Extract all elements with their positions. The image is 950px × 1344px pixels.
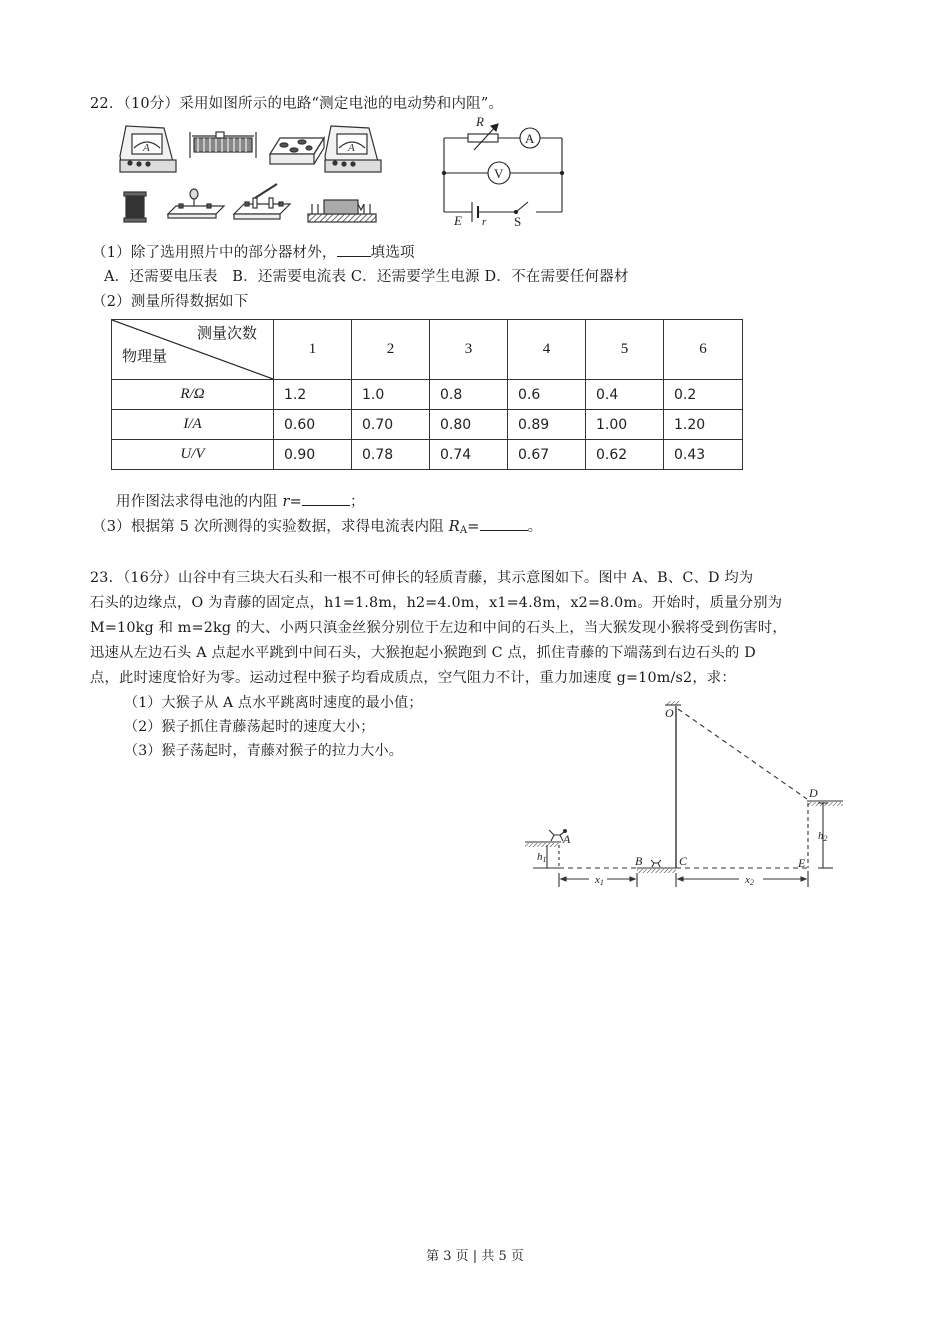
answer-blank-r[interactable] [302, 491, 350, 506]
svg-text:A: A [348, 142, 355, 154]
answer-blank-1[interactable] [337, 242, 371, 257]
label-x1: x1 [595, 874, 604, 887]
table-cell: 0.8 [430, 380, 508, 410]
switch-symbol [516, 202, 528, 212]
label-A: A [525, 131, 535, 146]
equipment-illustration [112, 118, 397, 226]
q22-part1-options: A．还需要电压表 B．还需要电流表 C．还需要学生电源 D．不在需要任何器材 [104, 269, 629, 285]
table-row [112, 380, 743, 410]
label-x2: x2 [745, 874, 754, 887]
q23-text-line: 迅速从左边石头 A 点起水平跳到中间石头，大猴抱起小猴跑到 C 点，抓住青藤的下端荡到右边石头的 D [90, 645, 756, 661]
q23-text-line: M=10kg 和 m=2kg 的大、小两只滇金丝猴分别位于左边和中间的石头上，当大猴发现小猴将受到伤害时， [90, 620, 787, 636]
table-cell: 0.2 [664, 380, 743, 410]
table-cell: 0.89 [508, 410, 586, 440]
table-cell: 0.74 [430, 440, 508, 470]
table-cell: 0.67 [508, 440, 586, 470]
ammeter-icon [325, 126, 381, 172]
table-cell: 0.6 [508, 380, 586, 410]
row-header: U/V [112, 440, 274, 470]
corner-top-label: 测量次数 [196, 324, 257, 342]
table-cell: 0.80 [430, 410, 508, 440]
label-D: D [809, 786, 818, 800]
label-E: E [454, 213, 462, 227]
table-row [112, 440, 743, 470]
label-O: O [665, 706, 674, 720]
label-h2: h2 [818, 830, 828, 843]
q23-text-line: 23．（16分）山谷中有三块大石头和一根不可伸长的轻质青藤，其示意图如下。图中 A、B、C、D 均为 [90, 570, 754, 586]
label-V: V [494, 166, 504, 181]
knife-switch-icon [234, 184, 290, 219]
slide-rheostat-icon [308, 200, 376, 222]
column-header: 6 [664, 320, 743, 380]
q23-text-line: 点，此时速度恰好为零。运动过程中猴子均看成质点，空气阻力不计，重力加速度 g=10m/s2，求： [90, 670, 736, 686]
q23-question-3: （3）猴子荡起时，青藤对猴子的拉力大小。 [124, 743, 403, 759]
table-cell: 1.20 [664, 410, 743, 440]
rheostat-icon [190, 132, 256, 158]
label-S: S [514, 214, 522, 227]
table-cell: 0.62 [586, 440, 664, 470]
label-E: E [798, 856, 806, 870]
corner-bottom-label: 物理量 [122, 347, 168, 365]
label-h1: h1 [537, 851, 547, 864]
vine-swing-path [678, 709, 807, 799]
table-cell: 0.60 [274, 410, 352, 440]
equipment-photos [112, 118, 397, 226]
q22-part2-followup: 用作图法求得电池的内阻 r= ； [116, 491, 365, 512]
q23-question-1: （1）大猴子从 A 点水平跳离时速度的最小值； [124, 695, 423, 711]
q22-part2-prompt: （2）测量所得数据如下 [92, 294, 249, 310]
label-A: A [563, 832, 571, 846]
q22-part3-prompt: （3）根据第 5 次所测得的实验数据，求得电流表内阻 $R_A=$ 。 [92, 516, 542, 541]
ammeter-icon [120, 126, 176, 172]
table-cell: 0.4 [586, 380, 664, 410]
table-cell: 1.0 [352, 380, 430, 410]
column-header: 4 [508, 320, 586, 380]
table-cell: 0.43 [664, 440, 743, 470]
label-R: R [476, 114, 484, 129]
svg-text:A: A [143, 142, 150, 154]
coil-icon [124, 192, 146, 222]
label-C: C [679, 854, 688, 868]
circuit-diagram [436, 112, 571, 227]
column-header: 3 [430, 320, 508, 380]
lamp-socket-icon [168, 189, 224, 218]
small-monkey-icon [651, 860, 661, 867]
q22-title: 22．（10分）采用如图所示的电路“测定电池的电动势和内阻”。 [90, 96, 504, 112]
table-cell: 0.78 [352, 440, 430, 470]
label-r: r [482, 216, 487, 227]
resistance-box-icon [270, 138, 324, 164]
table-cell: 0.90 [274, 440, 352, 470]
row-header: I/A [112, 410, 274, 440]
column-header: 1 [274, 320, 352, 380]
table-corner-cell [112, 320, 274, 380]
table-row [112, 410, 743, 440]
page-footer: 第 3 页 | 共 5 页 [426, 1249, 524, 1264]
label-B: B [635, 854, 643, 868]
q23-text-line: 石头的边缘点，O 为青藤的固定点，h1=1.8m，h2=4.0m，x1=4.8m，x2=8.0m。开始时，质量分别为 [90, 595, 783, 611]
table-cell: 1.2 [274, 380, 352, 410]
answer-blank-ra[interactable] [480, 516, 528, 531]
table-cell: 0.70 [352, 410, 430, 440]
row-header: R/Ω [112, 380, 274, 410]
column-header: 2 [352, 320, 430, 380]
q22-part1-prompt: （1）除了选用照片中的部分器材外， 填选项 [92, 242, 415, 263]
measurement-table [111, 319, 743, 470]
vine-diagram [515, 695, 855, 895]
table-cell: 1.00 [586, 410, 664, 440]
column-header: 5 [586, 320, 664, 380]
table-header-row [112, 320, 743, 380]
q23-question-2: （2）猴子抓住青藤荡起时的速度大小； [124, 719, 375, 735]
